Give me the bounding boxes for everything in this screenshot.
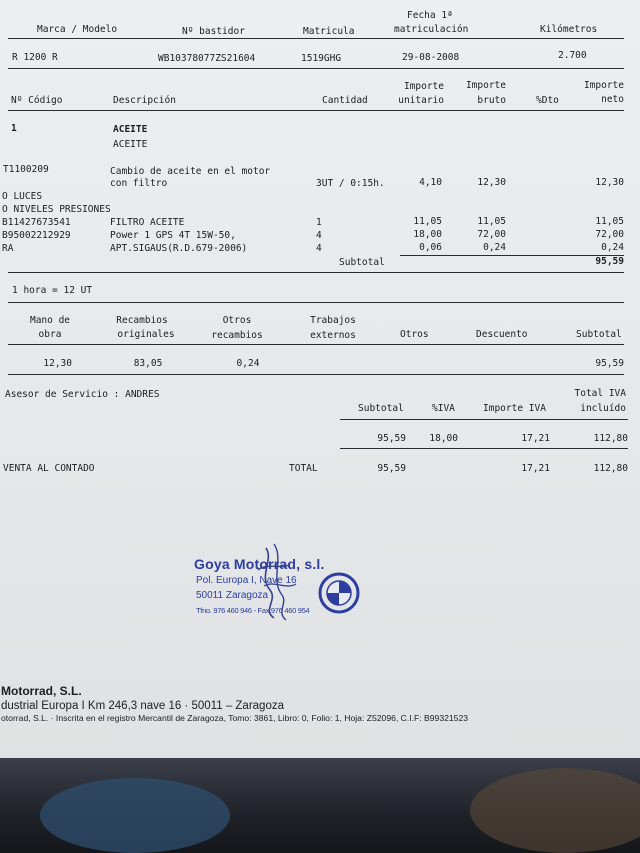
- signature-icon: [244, 540, 304, 622]
- background-floor: [0, 758, 640, 853]
- sum-h-otros-rec-2: recambios: [211, 330, 263, 341]
- venta-total-label: TOTAL: [289, 463, 318, 474]
- col-cantidad: Cantidad: [322, 95, 368, 106]
- tax-importe-iva: 17,21: [521, 433, 550, 444]
- footer-address: dustrial Europa I Km 246,3 nave 16 · 50011 – Zaragoza: [1, 700, 284, 712]
- marca-label: Marca / Modelo: [37, 24, 118, 35]
- line-unit: 0,06: [419, 242, 442, 253]
- fecha-label: Fecha 1ª: [407, 10, 453, 21]
- col-neto: Importe: [583, 80, 624, 91]
- line-net: 0,24: [601, 242, 624, 253]
- bastidor-value: WB10378077ZS21604: [158, 53, 256, 64]
- matricula-value: 1519GHG: [301, 53, 342, 64]
- background-shape: [470, 768, 640, 853]
- tax-iva: 18,00: [429, 433, 458, 444]
- line-gross: 12,30: [477, 177, 506, 188]
- sum-recambios: 83,05: [133, 358, 163, 369]
- group-subtitle: ACEITE: [113, 139, 148, 150]
- sum-h-recambios: Recambios: [116, 315, 168, 326]
- line-code: O LUCES: [2, 191, 43, 202]
- divider: [8, 38, 624, 39]
- sum-h-trabajos-2: externos: [310, 330, 356, 341]
- line-net: 11,05: [595, 216, 624, 227]
- line-net: 72,00: [595, 229, 624, 240]
- line-qty: 4: [316, 230, 322, 241]
- tax-subtotal: 95,59: [377, 433, 406, 444]
- tax-h-iva: %IVA: [432, 403, 455, 414]
- stamp-address: Pol. Europa I, Nave 16: [196, 575, 297, 586]
- line-gross: 11,05: [477, 216, 506, 227]
- footer-registry: otorrad, S.L. · Inscrita en el registro Mercantil de Zaragoza, Tomo: 3861, Libro: 0, Folio: 1, Hoja: Z52096, C.I.F: B99321523: [1, 713, 469, 723]
- line-qty: 4: [316, 243, 322, 254]
- background-shape: [40, 778, 230, 853]
- km-label: Kilómetros: [540, 24, 598, 35]
- venta-label: VENTA AL CONTADO: [3, 463, 95, 474]
- stamp-phone: Tfno. 976 460 946 - Fax 976 460 954: [196, 606, 310, 615]
- subtotal-value: 95,59: [595, 256, 624, 267]
- col-bruto-2: bruto: [477, 95, 506, 106]
- hour-note: 1 hora = 12 UT: [12, 285, 93, 296]
- col-bruto: Importe: [465, 80, 506, 91]
- divider: [8, 302, 624, 303]
- line-code: RA: [2, 243, 14, 254]
- col-unitario: Importe: [403, 81, 444, 92]
- divider: [8, 344, 624, 345]
- marca-value: R 1200 R: [12, 52, 58, 63]
- tax-h-importe-iva: Importe IVA: [483, 403, 546, 414]
- col-descripcion: Descripción: [113, 95, 176, 106]
- line-code: T1100209: [3, 164, 49, 175]
- line-desc: Power 1 GPS 4T 15W-50,: [110, 230, 236, 241]
- sum-otros-rec: 0,24: [236, 358, 260, 369]
- bastidor-label: Nº bastidor: [182, 26, 245, 37]
- col-neto-2: neto: [601, 94, 624, 105]
- line-qty: 3UT / 0:15h.: [316, 178, 385, 189]
- line-qty: 1: [316, 217, 322, 228]
- sum-h-recambios-2: originales: [117, 329, 175, 340]
- line-gross: 0,24: [483, 242, 506, 253]
- divider: [340, 419, 628, 420]
- col-unitario-2: unitario: [398, 95, 444, 106]
- venta-total: 112,80: [593, 463, 628, 474]
- divider: [340, 448, 628, 449]
- stamp-name: Goya Motorrad, s.l.: [194, 556, 325, 572]
- sum-h-mano: Mano de: [29, 315, 71, 326]
- venta-iva: 17,21: [521, 463, 550, 474]
- col-codigo: Nº Código: [11, 95, 63, 106]
- sum-h-descuento: Descuento: [476, 329, 528, 340]
- line-desc: Cambio de aceite en el motor: [110, 166, 271, 177]
- footer-company: Motorrad, S.L.: [1, 684, 82, 698]
- bmw-logo-icon: [318, 572, 360, 614]
- group-title: ACEITE: [113, 124, 148, 135]
- line-desc-2: con filtro: [110, 178, 168, 189]
- line-net: 12,30: [595, 177, 624, 188]
- tax-h-total: Total IVA: [574, 388, 626, 399]
- tax-h-subtotal: Subtotal: [358, 403, 404, 414]
- line-unit: 4,10: [419, 177, 442, 188]
- venta-subtotal: 95,59: [377, 463, 406, 474]
- tax-h-total-2: incluído: [580, 403, 626, 414]
- fecha-label-2: matriculación: [394, 24, 469, 35]
- divider: [8, 374, 624, 375]
- line-unit: 18,00: [413, 229, 442, 240]
- col-dto: %Dto: [536, 95, 559, 106]
- sum-h-subtotal: Subtotal: [576, 329, 622, 340]
- km-value: 2.700: [558, 50, 587, 61]
- line-unit: 11,05: [413, 216, 442, 227]
- line-code: B95002212929: [2, 230, 71, 241]
- group-number: 1: [11, 123, 17, 134]
- tax-total: 112,80: [593, 433, 628, 444]
- fecha-value: 29-08-2008: [402, 52, 460, 63]
- sum-h-trabajos: Trabajos: [310, 315, 356, 326]
- sum-h-mano-2: obra: [38, 329, 62, 340]
- asesor: Asesor de Servicio : ANDRES: [5, 389, 160, 400]
- line-code: O NIVELES PRESIONES: [2, 204, 111, 215]
- subtotal-label: Subtotal: [339, 257, 385, 268]
- sum-h-otros-rec: Otros: [222, 315, 252, 326]
- line-desc: APT.SIGAUS(R.D.679-2006): [110, 243, 248, 254]
- divider: [8, 68, 624, 69]
- divider: [8, 272, 624, 273]
- divider: [8, 110, 624, 111]
- line-code: B11427673541: [2, 217, 71, 228]
- sum-mano: 12,30: [43, 358, 72, 369]
- matricula-label: Matricula: [303, 26, 355, 37]
- sum-h-otros: Otros: [400, 329, 429, 340]
- line-gross: 72,00: [477, 229, 506, 240]
- sum-subtotal: 95,59: [595, 358, 624, 369]
- stamp-city: 50011 Zaragoza: [196, 590, 269, 601]
- line-desc: FILTRO ACEITE: [110, 217, 185, 228]
